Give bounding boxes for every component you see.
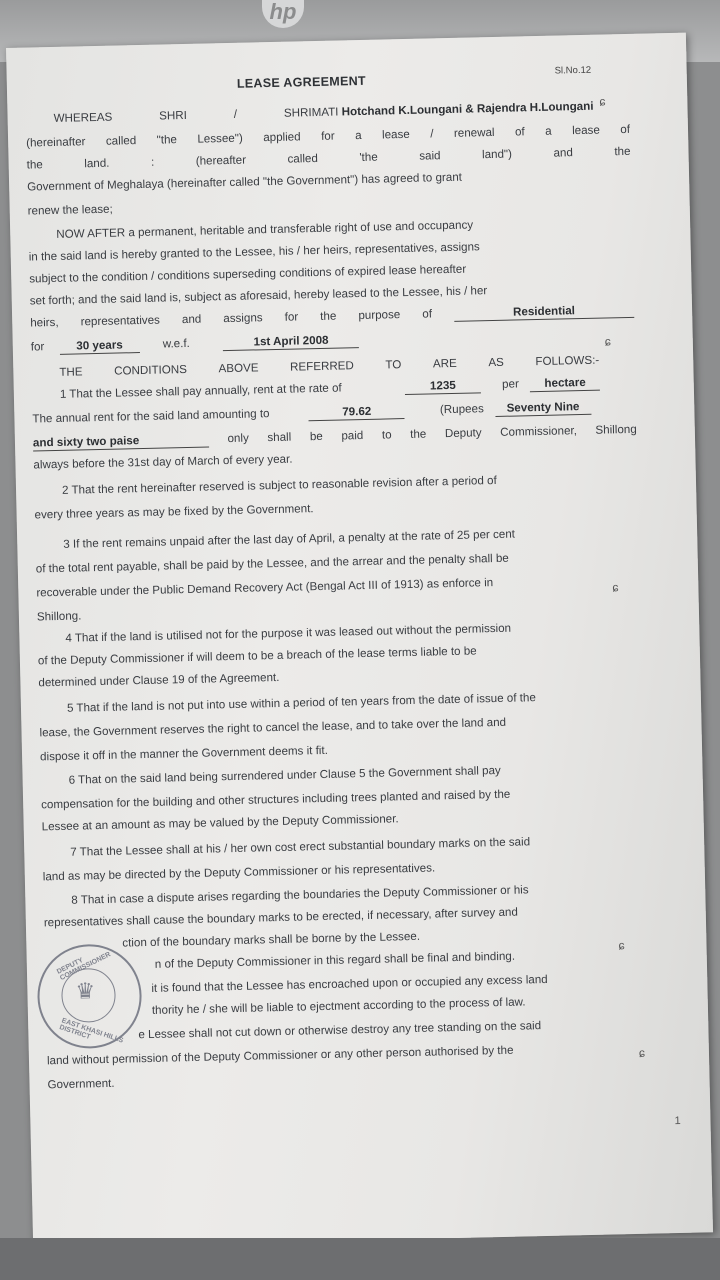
emblem-icon: ♛ — [75, 978, 96, 1004]
c9-line-b: thority he / she will be liable to ejectment according to the process of law. — [151, 995, 526, 1017]
purpose-field: Residential — [454, 302, 634, 322]
desk-surface — [0, 1238, 720, 1280]
p2-line-d: set forth; and the said land is, subject as aforesaid, hereby leased to the Lessee, his / her — [29, 284, 488, 308]
line-government: Government of Meghalaya (hereinafter called "the Government") has agreed to grant — [27, 170, 463, 194]
seal-text-bottom: EAST KHASI HILLS DISTRICT — [58, 1017, 125, 1045]
initial-mark-icon: ɕ — [599, 94, 606, 109]
c1-line-d: always before the 31st day of March of every year. — [33, 452, 293, 472]
c1-line-a: 1 That the Lessee shall pay annually, rent at the rate of 1235 per hectare — [60, 374, 636, 403]
start-date-field: 1st April 2008 — [223, 332, 359, 351]
c8-line-b: representatives shall cause the boundary marks to be erected, if necessary, after survey and — [43, 905, 518, 930]
c6-line-b: compensation for the building and other structures including trees planted and raised by the — [41, 787, 511, 812]
c1-line-c: and sixty two paise only shall be paid to the Deputy Commissioner, Shillong — [32, 422, 637, 450]
lessee-names: Hotchand K.Loungani & Rajendra H.Loungani — [341, 99, 594, 119]
c9-line-a: it is found that the Lessee has encroached upon or occupied any excess land — [151, 972, 548, 995]
page-number: 1 — [674, 1114, 681, 1128]
c5-line-a: 5 That if the land is not put into use within a period of ten years from the date of issue of the — [66, 691, 537, 715]
c4-line-c: determined under Clause 19 of the Agreement. — [38, 670, 280, 690]
c7-line-a: 7 That the Lessee shall at his / her own cost erect substantial boundary marks on the said — [70, 835, 531, 859]
initial-mark-icon: ɕ — [618, 938, 625, 953]
p2-line-c: subject to the condition / conditions superseding conditions of expired lease hereafter — [29, 262, 467, 286]
line-renew: renew the lease; — [27, 202, 113, 218]
c7-line-b: land as may be directed by the Deputy Commissioner or his representatives. — [42, 861, 436, 884]
line-the-land: the land. : (hereafter called 'the said land") and the — [26, 144, 631, 172]
c1-line-b: The annual rent for the said land amounting to 79.62 (Rupees Seventy Nine — [32, 398, 636, 428]
c8-line-c: ction of the boundary marks shall be borne by the Lessee. — [122, 929, 421, 950]
initial-mark-icon: ɕ — [604, 334, 611, 349]
seal-text-top: DEPUTY COMMISSIONER — [55, 951, 112, 983]
initial-mark-icon: ɕ — [612, 580, 619, 595]
c3-line-b: of the total rent payable, shall be paid by the Lessee, and the arrear and the penalty shall be — [35, 551, 509, 576]
document-title: LEASE AGREEMENT — [236, 73, 367, 91]
official-seal — [36, 943, 142, 1049]
c5-line-c: dispose it off in the manner the Government deems it fit. — [39, 743, 329, 764]
c3-line-d: Shillong. — [36, 609, 82, 624]
rent-rate-field: 1235 — [405, 377, 481, 395]
rent-words-field: Seventy Nine — [495, 399, 591, 417]
serial-number: Sl.No.12 — [554, 64, 592, 77]
p2-line-purpose: heirs, representatives and assigns for the purpose of Residential — [30, 302, 634, 332]
c3-line-a: 3 If the rent remains unpaid after the last day of April, a penalty at the rate of 25 per cent — [63, 527, 516, 551]
rent-unit-field: hectare — [530, 375, 600, 393]
p2-line-a: NOW AFTER a permanent, heritable and transferable right of use and occupancy — [56, 218, 474, 241]
c10-line-c: Government. — [47, 1076, 115, 1092]
c2-line-b: every three years as may be fixed by the Government. — [34, 502, 314, 522]
rent-words-field-2: and sixty two paise — [33, 431, 209, 451]
c6-line-c: Lessee at an amount as may be valued by the Deputy Commissioner. — [41, 812, 399, 834]
c8-line-d: n of the Deputy Commissioner in this regard shall be final and binding. — [154, 949, 516, 971]
c2-line-a: 2 That the rent hereinafter reserved is subject to reasonable revision after a period of — [61, 473, 497, 497]
p2-line-term: for 30 years w.e.f. 1st April 2008 — [31, 326, 635, 356]
whereas-line: WHEREAS SHRI / SHRIMATI Hotchand K.Loungani & Rajendra H.Loungani — [53, 99, 594, 125]
c3-line-c: recoverable under the Public Demand Recovery Act (Bengal Act III of 1913) as enforce in — [36, 576, 494, 600]
c10-line-b: land without permission of the Deputy Commissioner or any other person authorised by the — [46, 1043, 514, 1068]
c4-line-a: 4 That if the land is utilised not for the purpose it was leased out without the permission — [65, 621, 512, 645]
c4-line-b: of the Deputy Commissioner if will deem to be a breach of the lease terms liable to be — [37, 644, 477, 668]
p2-line-b: in the said land is hereby granted to the Lessee, his / her heirs, representatives, assigns — [28, 240, 480, 264]
conditions-heading: THE CONDITIONS ABOVE REFERRED TO ARE AS FOLLOWS:- — [59, 353, 600, 379]
term-field: 30 years — [59, 337, 139, 355]
c6-line-a: 6 That on the said land being surrendered under Clause 5 the Government shall pay — [68, 763, 501, 787]
c8-line-a: 8 That in case a dispute arises regarding the boundaries the Deputy Commissioner or his — [71, 883, 529, 907]
c5-line-b: lease, the Government reserves the right to cancel the lease, and to take over the land and — [39, 715, 507, 740]
rent-amount-field: 79.62 — [309, 403, 405, 421]
line-hereinafter: (hereinafter called "the Lessee") applied for a lease / renewal of a lease of — [26, 122, 631, 150]
c10-line-a: e Lessee shall not cut down or otherwise destroy any tree standing on the said — [138, 1019, 542, 1042]
lease-document — [6, 33, 713, 1248]
hp-logo: hp — [262, 0, 304, 28]
initial-mark-icon: ɕ — [638, 1045, 646, 1060]
